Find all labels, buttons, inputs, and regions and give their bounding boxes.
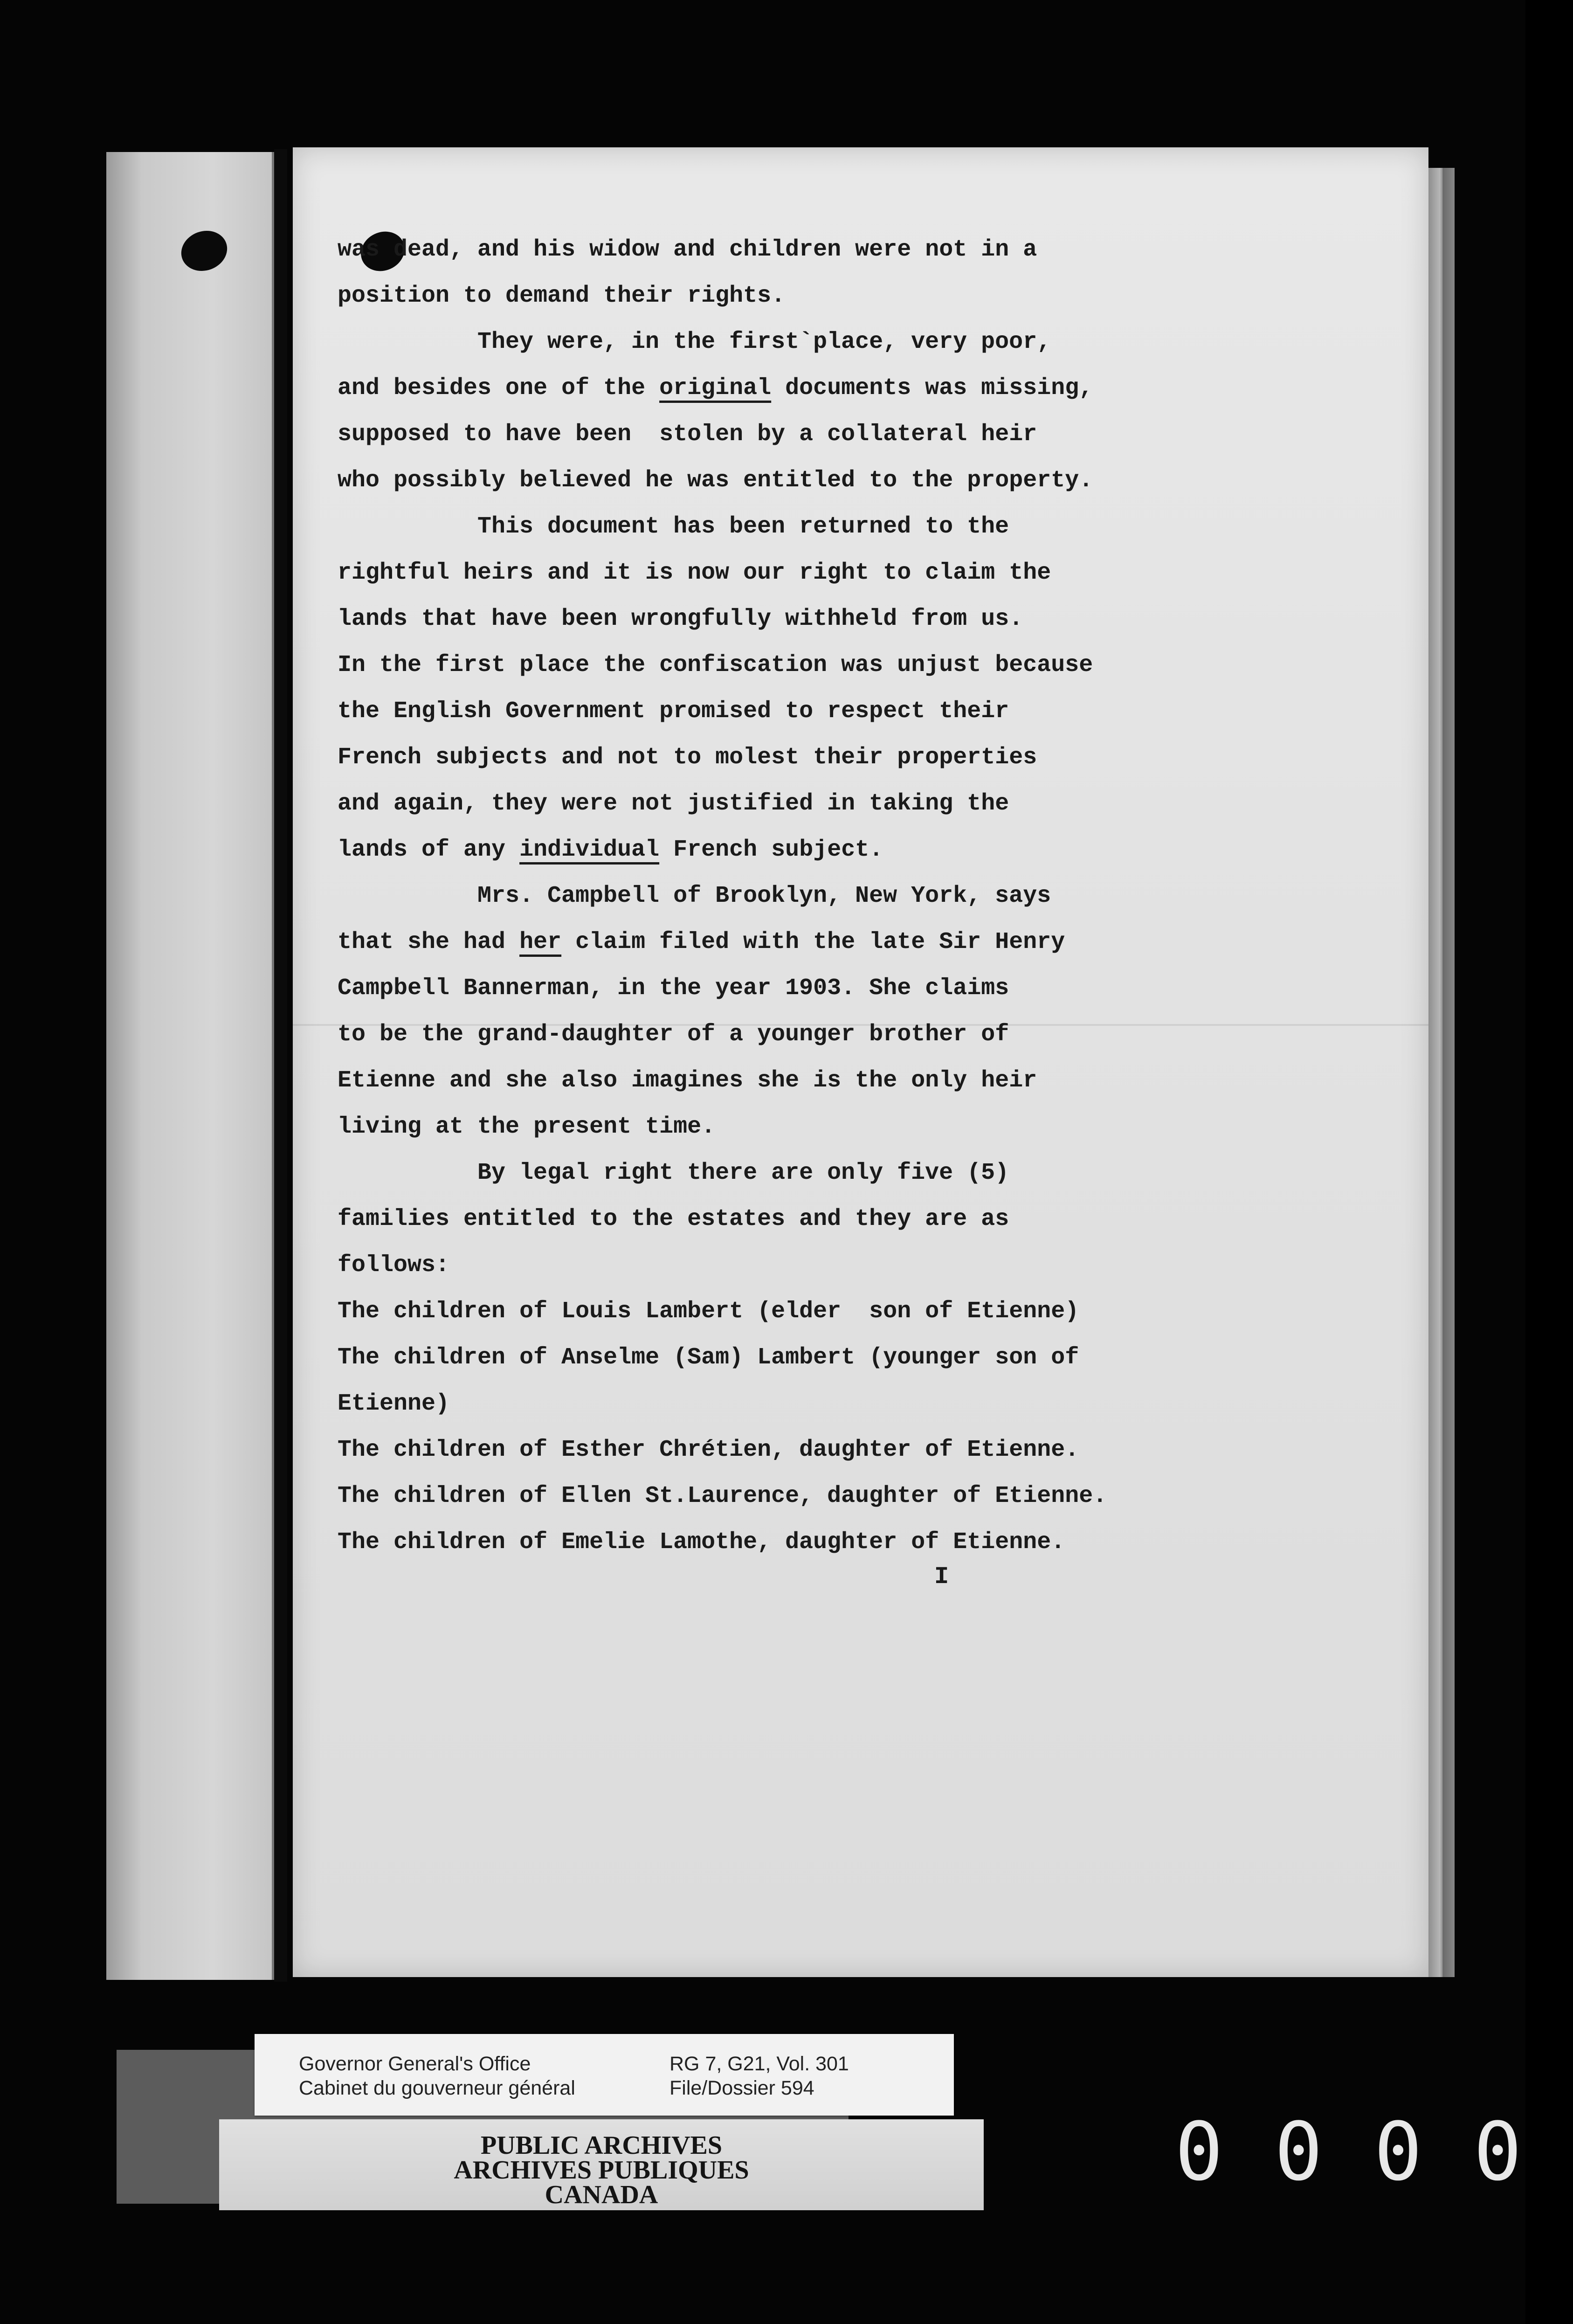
underlined-word: individual [519,837,660,863]
text-line: In the first place the confiscation was unjust because [338,652,1093,678]
text-segment: claim filed with the late Sir Henry [561,929,1065,955]
text-segment: lands of any [338,837,520,863]
page-gutter-shadow [274,149,287,1982]
text-line: to be the grand-daughter of a younger brother of [338,1021,1009,1048]
text-line: Etienne) [338,1390,450,1417]
underlined-word: original [659,375,772,401]
text-line [338,919,1111,965]
text-line: By legal right there are only five (5) [477,1160,1009,1186]
text-line: The children of Louis Lambert (elder son of Etienne) [338,1298,1079,1325]
text-line: follows: [338,1252,450,1279]
text-line: supposed to have been stolen by a collateral heir [338,421,1037,448]
office-english: Governor General's Office [299,2053,531,2075]
text-line [338,365,1111,411]
text-segment: and besides one of the [338,375,660,401]
text-line: They were, in the first`place, very poor, [477,329,1051,355]
record-group-reference: RG 7, G21, Vol. 301 [669,2053,849,2075]
text-line: The children of Ellen St.Laurence, daughter of Etienne. [338,1483,1107,1509]
text-line: Campbell Bannerman, in the year 1903. She claims [338,975,1009,1002]
office-french: Cabinet du gouverneur général [299,2077,575,2099]
text-line: lands that have been wrongfully withheld from us. [338,606,1023,632]
underlined-word: her [519,929,562,955]
archives-stamp [219,2119,984,2210]
frame-counter: 0000 [1175,2105,1573,2199]
text-line: families entitled to the estates and they are as [338,1206,1009,1232]
text-line: Mrs. Campbell of Brooklyn, New York, says [477,883,1051,909]
text-segment: French subject. [659,837,883,863]
text-line [338,827,1111,873]
file-number: File/Dossier 594 [669,2077,814,2099]
text-line: living at the present time. [338,1114,716,1140]
text-line: and again, they were not justified in taking the [338,790,1009,817]
stamp-line-3: CANADA [545,2180,658,2209]
page-edge-layer [1441,168,1455,1977]
page-number: I [934,1563,949,1591]
text-line: The children of Anselme (Sam) Lambert (younger son of [338,1344,1079,1371]
text-line: Etienne and she also imagines she is the only heir [338,1067,1037,1094]
text-line: position to demand their rights. [338,283,786,309]
text-line: This document has been returned to the [477,513,1009,540]
text-line: who possibly believed he was entitled to the property. [338,467,1093,494]
text-segment: documents was missing, [771,375,1093,401]
text-line: the English Government promised to respect their [338,698,1009,725]
punch-hole [176,224,233,277]
stamp-line-2: ARCHIVES PUBLIQUES [454,2156,749,2185]
text-line: French subjects and not to molest their properties [338,744,1037,771]
document-body [338,227,1111,1565]
text-line: The children of Emelie Lamothe, daughter of Etienne. [338,1529,1065,1556]
text-line: was dead, and his widow and children were not in a [338,236,1037,263]
text-segment: that she had [338,929,520,955]
archival-label-card [255,2034,954,2116]
stamp-line-1: PUBLIC ARCHIVES [480,2131,723,2160]
text-line: rightful heirs and it is now our right to claim the [338,560,1051,586]
underlying-page-strip [106,152,283,1980]
text-line: The children of Esther Chrétien, daughter of Etienne. [338,1437,1079,1463]
